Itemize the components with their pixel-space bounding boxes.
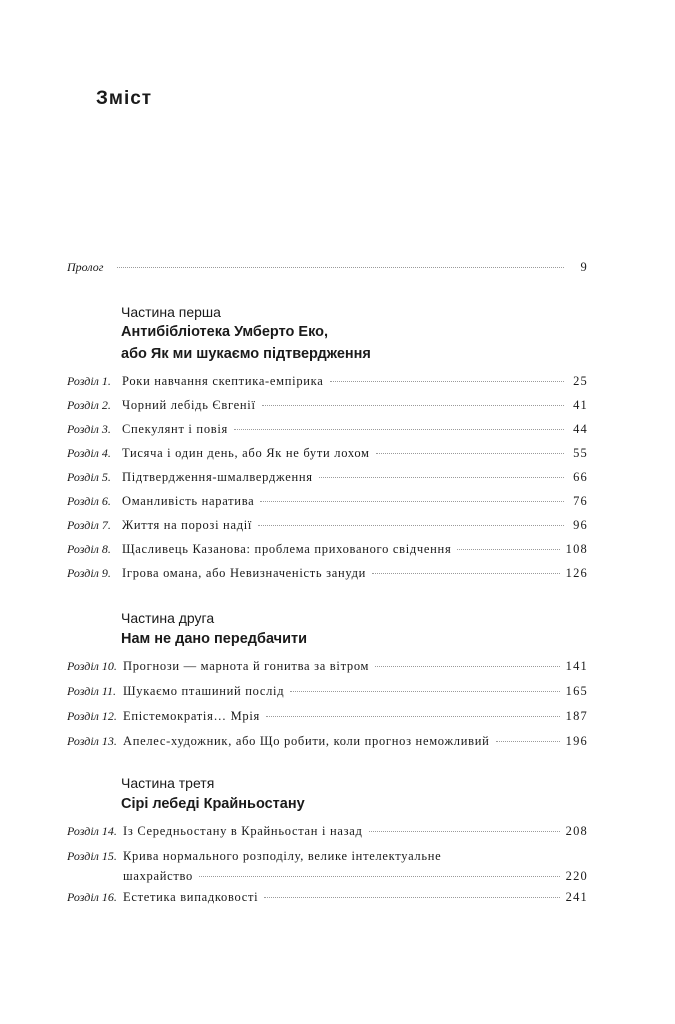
toc-entry-chapter-12[interactable] xyxy=(67,708,588,724)
page-number: 41 xyxy=(573,398,588,412)
toc-entry-chapter-6[interactable] xyxy=(67,493,588,509)
dot-leader xyxy=(372,572,560,574)
page-title: Зміст xyxy=(96,88,153,109)
chapter-label: Розділ 1. xyxy=(67,374,111,388)
toc-entry-chapter-4[interactable] xyxy=(67,445,588,461)
dot-leader xyxy=(234,428,564,430)
chapter-title-line2: шахрайство xyxy=(123,869,193,883)
dot-leader xyxy=(375,665,559,667)
chapter-title: Прогнози — марнота й гонитва за вітром xyxy=(123,659,370,673)
dot-leader xyxy=(319,476,564,478)
chapter-label: Розділ 13. xyxy=(67,734,117,748)
dot-leader xyxy=(369,830,560,832)
page-number: 55 xyxy=(573,446,588,460)
chapter-label: Розділ 14. xyxy=(67,824,117,838)
page-number: 108 xyxy=(565,542,588,556)
toc-entry-chapter-16[interactable] xyxy=(67,889,588,905)
chapter-title: Тисяча і один день, або Як не бути лохом xyxy=(122,446,370,460)
chapter-title: Ігрова омана, або Невизначеність зануди xyxy=(122,566,367,580)
chapter-title-line1: Крива нормального розподілу, велике інтелектуальне xyxy=(123,849,442,863)
part-2-title: Нам не дано передбачити xyxy=(121,631,308,647)
part-3-label: Частина третя xyxy=(121,775,215,791)
chapter-title: Із Середньостану в Крайньостан і назад xyxy=(123,824,363,838)
chapter-title: Підтвердження-шмалвердження xyxy=(122,470,313,484)
chapter-title: Оманливість наратива xyxy=(122,494,255,508)
chapter-title: Щасливець Казанова: проблема прихованого свідчення xyxy=(122,542,452,556)
toc-entry-prolog[interactable] xyxy=(67,259,588,275)
dot-leader xyxy=(258,524,564,526)
toc-entry-chapter-13[interactable] xyxy=(67,733,588,749)
dot-leader xyxy=(264,896,559,898)
chapter-title: Чорний лебідь Євгенії xyxy=(122,398,256,412)
chapter-title: Естетика випадковості xyxy=(123,890,259,904)
part-1-label: Частина перша xyxy=(121,304,221,320)
chapter-label: Розділ 16. xyxy=(67,890,117,904)
page-number: 44 xyxy=(573,422,588,436)
part-3-title: Сірі лебеді Крайньостану xyxy=(121,796,305,812)
prolog-label: Пролог xyxy=(67,260,104,274)
chapter-label: Розділ 4. xyxy=(67,446,111,460)
page-number: 25 xyxy=(573,374,588,388)
toc-entry-chapter-14[interactable] xyxy=(67,823,588,839)
toc-entry-chapter-3[interactable] xyxy=(67,421,588,437)
page-number: 196 xyxy=(565,734,588,748)
chapter-label: Розділ 5. xyxy=(67,470,111,484)
chapter-title: Життя на порозі надії xyxy=(122,518,253,532)
part-1-title-line1: Антибібліотека Умберто Еко, xyxy=(121,324,329,340)
dot-leader xyxy=(199,875,560,877)
chapter-title: Епістемократія… Мрія xyxy=(123,709,260,723)
dot-leader xyxy=(330,380,564,382)
dot-leader xyxy=(496,740,560,742)
chapter-label: Розділ 15. xyxy=(67,849,117,863)
dot-leader xyxy=(376,452,564,454)
page-number: 76 xyxy=(573,494,588,508)
chapter-title: Роки навчання скептика-емпірика xyxy=(122,374,324,388)
toc-entry-chapter-7[interactable] xyxy=(67,517,588,533)
dot-leader xyxy=(260,500,564,502)
chapter-title: Шукаємо пташиний послід xyxy=(123,684,285,698)
toc-entry-chapter-9[interactable] xyxy=(67,565,588,581)
chapter-title-block xyxy=(123,848,588,884)
page-number: 66 xyxy=(573,470,588,484)
chapter-label: Розділ 11. xyxy=(67,684,117,698)
chapter-label: Розділ 2. xyxy=(67,398,111,412)
page-number: 187 xyxy=(565,709,588,723)
chapter-label: Розділ 9. xyxy=(67,566,111,580)
chapter-label: Розділ 8. xyxy=(67,542,111,556)
toc-entry-chapter-11[interactable] xyxy=(67,683,588,699)
page-number: 165 xyxy=(565,684,588,698)
chapter-title: Спекулянт і повія xyxy=(122,422,228,436)
page-number: 141 xyxy=(565,659,588,673)
chapter-label: Розділ 6. xyxy=(67,494,111,508)
part-1-title-line2: або Як ми шукаємо підтвердження xyxy=(121,346,371,362)
toc-entry-chapter-5[interactable] xyxy=(67,469,588,485)
part-2-label: Частина друга xyxy=(121,610,215,626)
chapter-label: Розділ 3. xyxy=(67,422,111,436)
page-number: 208 xyxy=(565,824,588,838)
chapter-title: Апелес-художник, або Що робити, коли прогноз неможливий xyxy=(123,734,490,748)
dot-leader xyxy=(290,690,559,692)
chapter-label: Розділ 7. xyxy=(67,518,111,532)
chapter-label: Розділ 12. xyxy=(67,709,117,723)
dot-leader xyxy=(262,404,564,406)
page-number: 96 xyxy=(573,518,588,532)
chapter-label: Розділ 10. xyxy=(67,659,117,673)
toc-entry-chapter-10[interactable] xyxy=(67,658,588,674)
page-number: 220 xyxy=(565,869,588,883)
page-number: 241 xyxy=(565,890,588,904)
toc-entry-chapter-1[interactable] xyxy=(67,373,588,389)
dot-leader xyxy=(117,266,564,268)
page-number: 9 xyxy=(580,260,588,274)
dot-leader xyxy=(457,548,559,550)
toc-entry-chapter-8[interactable] xyxy=(67,541,588,557)
dot-leader xyxy=(266,715,560,717)
toc-entry-chapter-2[interactable] xyxy=(67,397,588,413)
toc-entry-chapter-15[interactable] xyxy=(67,848,588,884)
page-number: 126 xyxy=(565,566,588,580)
